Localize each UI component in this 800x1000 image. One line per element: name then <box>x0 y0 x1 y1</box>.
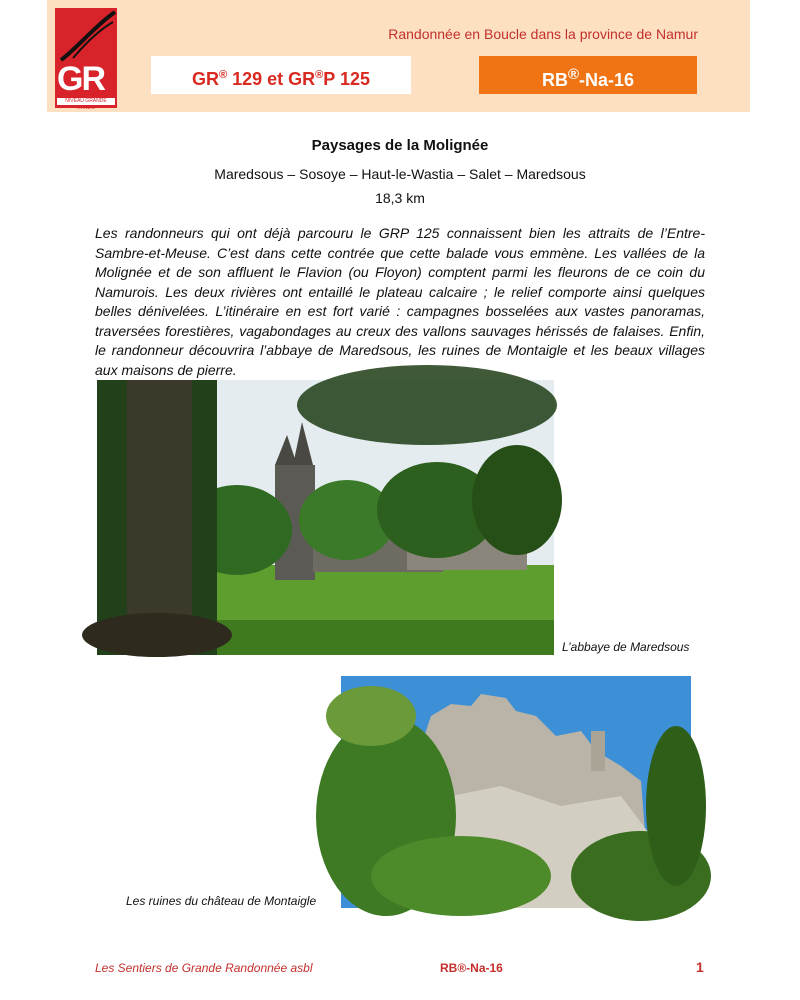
footer-route-code: RB®-Na-16 <box>440 961 503 975</box>
route-code-badge <box>479 56 697 94</box>
badge-sup: ® <box>567 66 580 83</box>
badge-sup: ® <box>315 69 324 81</box>
abbey-photo <box>97 380 554 655</box>
page-title: Paysages de la Molignée <box>311 137 489 154</box>
intro-paragraph: Les randonneurs qui ont déjà parcouru le GRP 125 connaissent bien les attraits de l’Entre-Sambre-et-Meuse. C’est dans cette contrée que cette balade vous emmène. Les vallées de la Molignée et de son affluent le Flavion (ou Floyon) comptent parmi les fleurons de ce coin du Namurois. Les deux rivières ont entaillé le plateau calcaire ; le relief comporte ainsi quelques belles dénivelées. L’itinéraire en est fort varié : campagnes bosselées aux vastes panoramas, traversées forestières, vagabondages au creux des vallons sauvages hérissés de falaises. Enfin, le randonneur découvrira l’abbaye de Maredsous, les ruines de Montaigle et les beaux villages aux maisons de pierre. <box>95 225 705 378</box>
page-number: 1 <box>696 959 704 975</box>
badge-text: 129 et GR <box>227 69 316 89</box>
badge-sup: ® <box>219 69 228 81</box>
page-header <box>47 0 750 112</box>
logo-subtitle: NIVEAU GRANDE RANDO <box>57 98 115 105</box>
route-stops: Maredsous – Sosoye – Haut-le-Wastia – Salet – Maredsous <box>214 166 586 182</box>
logo-text: GR <box>57 60 104 98</box>
badge-text: GR <box>192 69 219 89</box>
badge-text: P 125 <box>323 69 370 89</box>
footer-organization: Les Sentiers de Grande Randonnée asbl <box>95 961 313 975</box>
trail-badge <box>151 56 411 94</box>
abbey-caption: L’abbaye de Maredsous <box>562 640 690 654</box>
gr-logo <box>55 8 117 111</box>
header-tagline: Randonnée en Boucle dans la province de Namur <box>388 26 698 42</box>
badge-text: RB <box>541 70 568 90</box>
logo-swoosh-icon <box>55 8 117 68</box>
route-distance: 18,3 km <box>375 190 425 206</box>
ruins-photo <box>341 676 691 908</box>
ruins-caption: Les ruines du château de Montaigle <box>126 894 317 908</box>
badge-text: -Na-16 <box>579 70 635 90</box>
